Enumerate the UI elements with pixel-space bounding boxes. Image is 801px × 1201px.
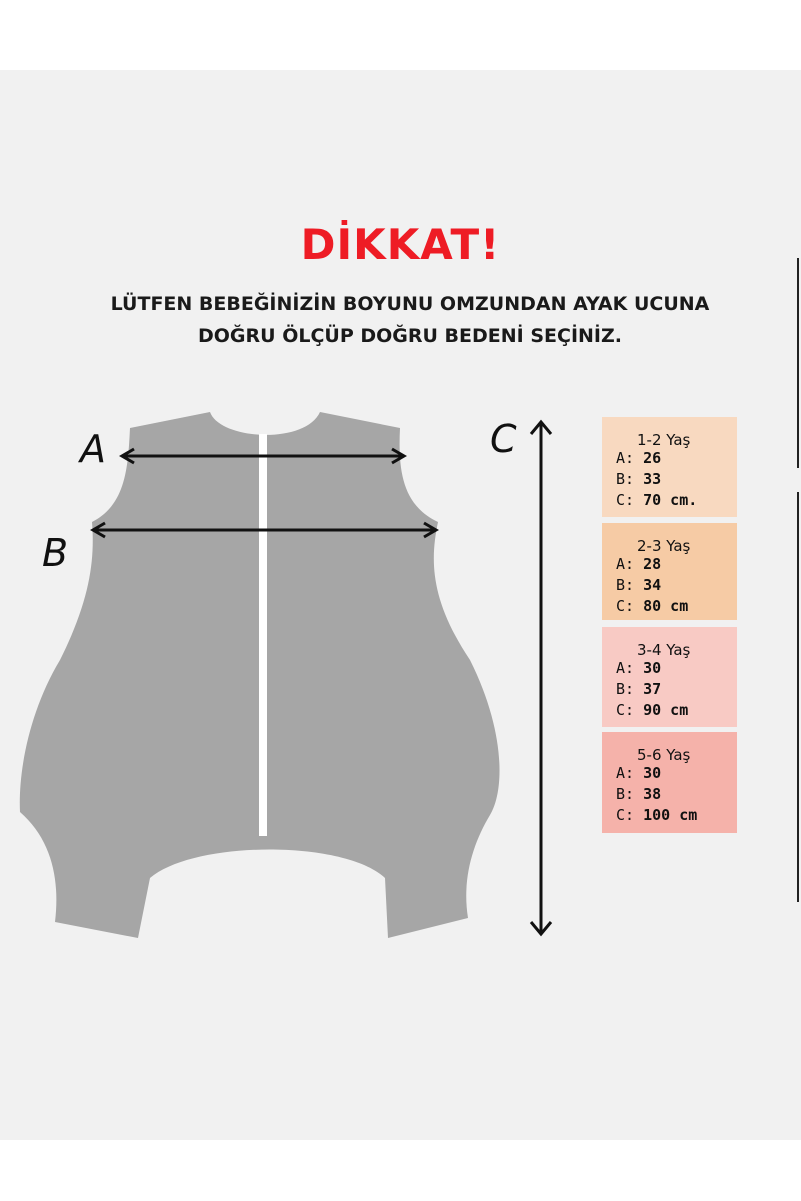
measure-key: B: (616, 680, 635, 698)
measure-a-value-row (616, 659, 661, 677)
size-card-3 (602, 627, 737, 727)
label-c: C (490, 417, 517, 461)
measure-key: B: (616, 576, 635, 594)
warning-title: DİKKAT! (300, 220, 501, 269)
notice-line-2: DOĞRU ÖLÇÜP DOĞRU BEDENİ SEÇİNİZ. (198, 325, 622, 347)
size-age-label: 3-4 Yaş (637, 641, 691, 659)
measure-a-value: 28 (643, 555, 662, 573)
measure-key: C: (616, 806, 635, 824)
measure-key: C: (616, 701, 635, 719)
measure-a-value-row (616, 449, 661, 467)
size-age-label: 2-3 Yaş (637, 537, 691, 555)
measure-b-value: 34 (643, 576, 662, 594)
measure-b-value: 33 (643, 470, 662, 488)
measure-a-value-row (616, 555, 661, 573)
measure-key: B: (616, 785, 635, 803)
measure-c-arrow (531, 422, 551, 934)
measure-c-value: 70 cm. (643, 491, 698, 509)
measure-b-value-row (616, 576, 661, 594)
measure-c-value-row (616, 701, 688, 719)
measure-c-value-row (616, 597, 688, 615)
measure-key: A: (616, 659, 635, 677)
measure-c-value: 80 cm (643, 597, 689, 615)
measure-a-value: 30 (643, 764, 662, 782)
measure-key: A: (616, 764, 635, 782)
measure-c-value: 90 cm (643, 701, 689, 719)
measure-c-value-row (616, 806, 697, 824)
measure-key: C: (616, 491, 635, 509)
label-a: A (80, 427, 106, 471)
measure-key: A: (616, 449, 635, 467)
measure-a-value: 26 (643, 449, 662, 467)
measure-b-value: 37 (643, 680, 662, 698)
notice-line-1: LÜTFEN BEBEĞİNİZİN BOYUNU OMZUNDAN AYAK UCUNA (110, 293, 710, 315)
zipper-line (259, 434, 267, 836)
measure-key: C: (616, 597, 635, 615)
measure-c-value: 100 cm (643, 806, 698, 824)
measure-b-value-row (616, 785, 661, 803)
measure-b-value: 38 (643, 785, 662, 803)
size-age-label: 5-6 Yaş (637, 746, 691, 764)
measure-a-value: 30 (643, 659, 662, 677)
measure-c-value-row (616, 491, 697, 509)
measure-a-value-row (616, 764, 661, 782)
size-card-2 (602, 523, 737, 620)
measure-b-value-row (616, 470, 661, 488)
measure-key: B: (616, 470, 635, 488)
size-card-1 (602, 417, 737, 517)
size-age-label: 1-2 Yaş (637, 431, 691, 449)
measure-b-value-row (616, 680, 661, 698)
size-card-4 (602, 732, 737, 833)
measure-key: A: (616, 555, 635, 573)
label-b: B (42, 531, 69, 575)
